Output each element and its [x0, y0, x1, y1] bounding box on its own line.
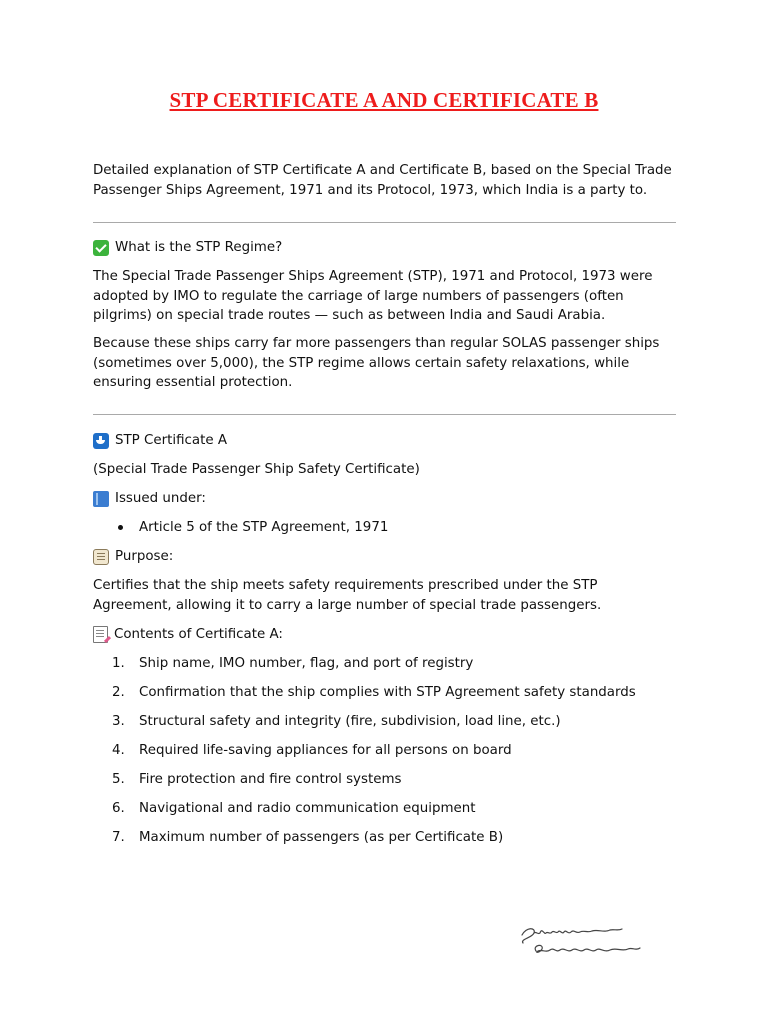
scroll-icon [93, 549, 109, 565]
purpose-heading [93, 547, 173, 566]
issued-under-list [118, 518, 388, 537]
regime-paragraph-2: Because these ships carry far more passengers than regular SOLAS passenger ships (sometimes over 5,000), the STP regime allows certain safety relaxations, while ensuring essential protection. [93, 336, 660, 390]
contents-heading [93, 625, 283, 644]
issued-under-heading [93, 489, 206, 508]
divider [93, 414, 676, 415]
divider [93, 222, 676, 223]
memo-icon [93, 626, 108, 643]
list-item: 6. Navigational and radio communication equipment [112, 801, 476, 816]
list-item: Article 5 of the STP Agreement, 1971 [118, 518, 388, 537]
page-title: STP CERTIFICATE A AND CERTIFICATE B [169, 88, 599, 112]
regime-paragraph-1: The Special Trade Passenger Ships Agreement (STP), 1971 and Protocol, 1973 were adopted by IMO to regulate the carriage of large numbers of passengers (often pilgrims) on special trade routes — such as between India and Saudi Arabia. [93, 269, 653, 323]
certificate-a-heading-text: STP Certificate A [115, 433, 227, 448]
book-icon [93, 491, 109, 507]
list-item: 3. Structural safety and integrity (fire, subdivision, load line, etc.) [112, 714, 561, 729]
check-mark-icon [93, 240, 109, 256]
certificate-a-subtitle: (Special Trade Passenger Ship Safety Certificate) [93, 462, 420, 477]
regime-heading-text: What is the STP Regime? [115, 240, 283, 255]
list-item: 1. Ship name, IMO number, flag, and port of registry [112, 656, 474, 671]
signature [514, 921, 654, 961]
list-item: 7. Maximum number of passengers (as per Certificate B) [112, 830, 504, 845]
list-item: 4. Required life-saving appliances for all persons on board [112, 743, 512, 758]
list-item: 2. Confirmation that the ship complies with STP Agreement safety standards [112, 685, 636, 700]
intro-paragraph: Detailed explanation of STP Certificate A and Certificate B, based on the Special Trade Passenger Ships Agreement, 1971 and its Protocol, 1973, which India is a party to. [93, 163, 672, 198]
list-item: 5. Fire protection and fire control systems [112, 772, 402, 787]
contents-heading-text: Contents of Certificate A: [114, 627, 283, 642]
purpose-paragraph: Certifies that the ship meets safety requirements prescribed under the STP Agreement, allowing it to carry a large number of special trade passengers. [93, 578, 602, 613]
certificate-a-heading [93, 431, 227, 450]
purpose-heading-text: Purpose: [115, 549, 174, 564]
issued-under-heading-text: Issued under: [115, 491, 206, 506]
regime-heading [93, 238, 282, 257]
ship-icon [93, 433, 109, 449]
